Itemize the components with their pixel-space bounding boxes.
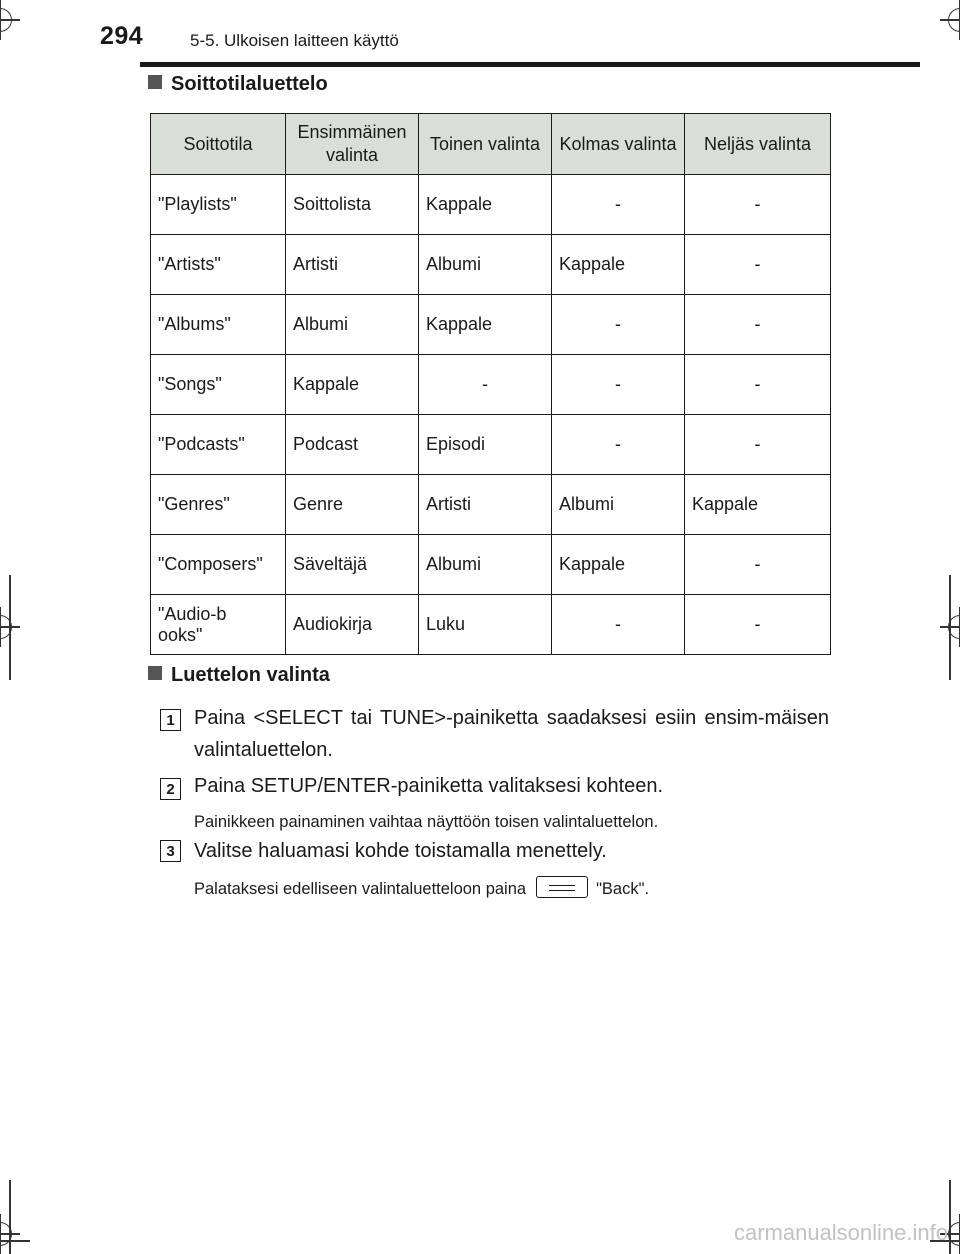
table-cell: "Artists" [151,235,286,295]
table-cell: Kappale [419,175,552,235]
table-cell: Podcast [286,415,419,475]
table-cell: - [685,415,831,475]
column-header: Toinen valinta [419,114,552,175]
table-cell: - [552,175,685,235]
page-number: 294 [100,22,144,50]
table-row [151,175,831,235]
step-text: Valitse haluamasi kohde toistamalla menettely. [194,840,607,862]
square-bullet-icon [148,666,162,680]
table-cell: "Albums" [151,295,286,355]
watermark: carmanualsonline.info [733,1220,948,1245]
table-cell: - [552,595,685,655]
table-cell: Kappale [419,295,552,355]
table-row [151,235,831,295]
crop-line [949,575,951,680]
table-cell: Kappale [685,475,831,535]
selection-section-title: Luettelon valinta [171,664,330,686]
table-cell: - [552,295,685,355]
table-cell: Audiokirja [286,595,419,655]
table-cell: "Podcasts" [151,415,286,475]
table-cell: - [685,235,831,295]
table-cell: Säveltäjä [286,535,419,595]
step-number-badge: 3 [160,840,181,862]
registration-mark-icon [940,0,960,40]
table-cell: "Playlists" [151,175,286,235]
step-note-text: "Back". [596,880,650,898]
step-number-badge: 1 [160,709,181,731]
selection-section-heading [148,664,330,687]
column-header: Kolmas valinta [552,114,685,175]
table-cell: "Audio-books" [151,595,286,655]
table-cell: "Genres" [151,475,286,535]
table-cell: Kappale [552,235,685,295]
playlist-section-heading [148,73,328,96]
column-header: Ensimmäinen valinta [286,114,419,175]
square-bullet-icon [148,75,162,89]
table-cell: Kappale [552,535,685,595]
step-text: Paina <SELECT tai TUNE>-painiketta saadaksesi esiin ensim-mäisen valintaluettelon. [194,707,829,761]
column-header: Soittotila [151,114,286,175]
back-button-icon [536,876,588,898]
table-cell: "Songs" [151,355,286,415]
table-cell: Artisti [286,235,419,295]
crop-line [0,1240,30,1242]
table-cell: Genre [286,475,419,535]
column-header: Neljäs valinta [685,114,831,175]
table-cell: Artisti [419,475,552,535]
table-cell: Soittolista [286,175,419,235]
table-cell: - [552,415,685,475]
table-cell: - [419,355,552,415]
step-note-text: Palataksesi edelliseen valintaluetteloon paina [194,880,527,898]
step-note [194,876,649,899]
table-cell: Albumi [419,535,552,595]
section-header: 5-5. Ulkoisen laitteen käyttö [190,31,399,50]
table-row [151,415,831,475]
table-header-row [151,114,831,175]
play-mode-table [150,113,831,655]
table-cell: Luku [419,595,552,655]
table-row [151,595,831,655]
crop-line [949,1180,951,1254]
playlist-section-title: Soittotilaluettelo [171,73,328,95]
crop-line [9,575,11,680]
table-cell: - [552,355,685,415]
crop-line [9,1180,11,1254]
table-cell: Albumi [419,235,552,295]
table-cell: - [685,355,831,415]
header-rule [140,62,920,67]
table-row [151,295,831,355]
table-row [151,355,831,415]
registration-mark-icon [0,0,20,40]
step-note: Painikkeen painaminen vaihtaa näyttöön toisen valintaluettelon. [194,813,659,831]
table-cell: Albumi [552,475,685,535]
table-cell: - [685,595,831,655]
table-cell: Albumi [286,295,419,355]
table-cell: "Composers" [151,535,286,595]
table-cell: - [685,535,831,595]
table-row [151,535,831,595]
table-cell: - [685,295,831,355]
step-number-badge: 2 [160,778,181,800]
table-row [151,475,831,535]
table-cell: Kappale [286,355,419,415]
step-text: Paina SETUP/ENTER-painiketta valitaksesi kohteen. [194,775,664,797]
table-cell: - [685,175,831,235]
table-cell: Episodi [419,415,552,475]
